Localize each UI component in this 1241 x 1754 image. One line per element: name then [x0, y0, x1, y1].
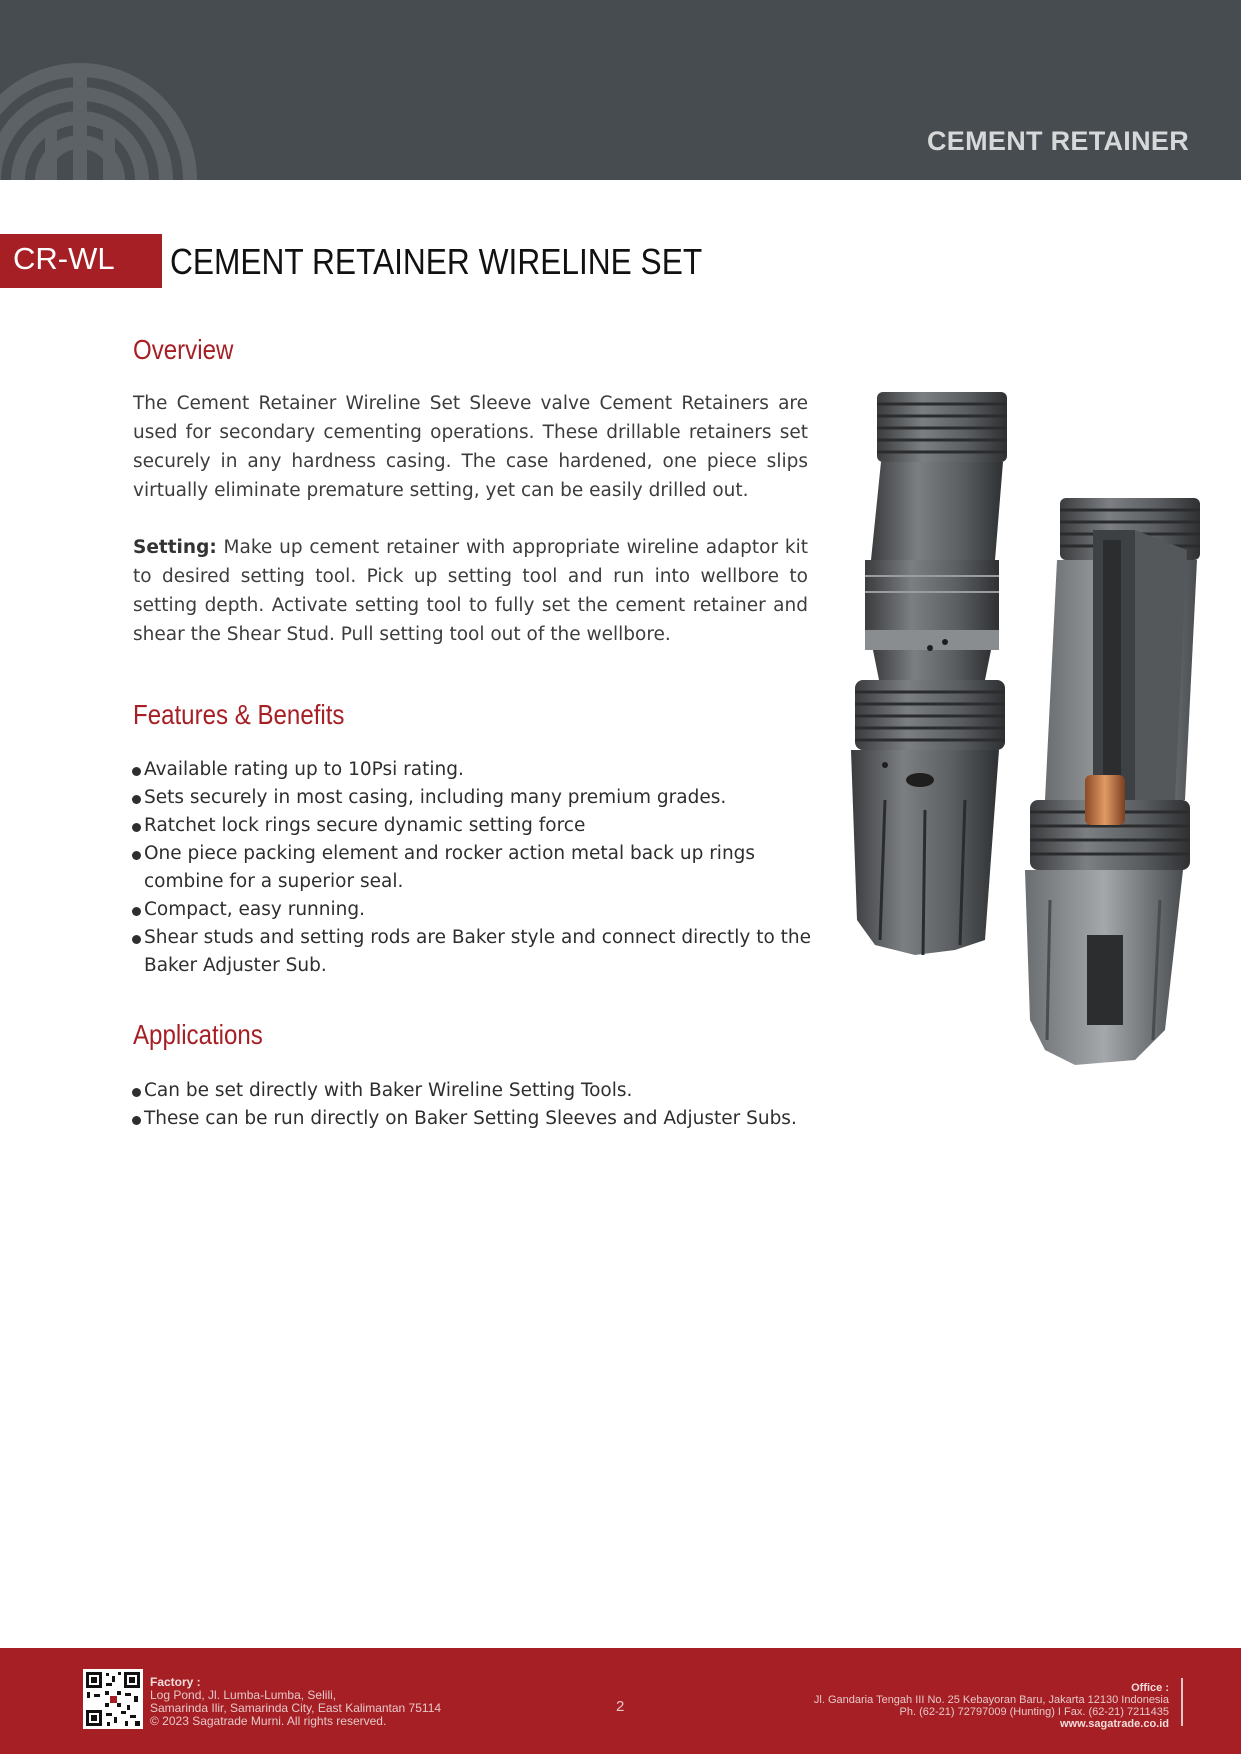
applications-list — [133, 1077, 813, 1133]
list-item: Compact, easy running. — [133, 896, 813, 924]
applications-heading: Applications — [133, 1019, 263, 1050]
list-item: One piece packing element and rocker action metal back up rings combine for a superior seal. — [133, 840, 813, 896]
company-logo-icon — [0, 10, 200, 180]
page-footer — [0, 1648, 1241, 1754]
product-title: CEMENT RETAINER WIRELINE SET — [170, 241, 703, 282]
list-item: Can be set directly with Baker Wireline Setting Tools. — [133, 1077, 813, 1105]
list-item: Sets securely in most casing, including many premium grades. — [133, 784, 813, 812]
factory-address — [150, 1676, 441, 1728]
setting-paragraph — [133, 533, 808, 649]
cement-retainer-product-image — [835, 380, 1220, 1070]
factory-label: Factory : — [150, 1675, 201, 1689]
list-item: These can be run directly on Baker Setting Sleeves and Adjuster Subs. — [133, 1105, 813, 1133]
overview-paragraph: The Cement Retainer Wireline Set Sleeve valve Cement Retainers are used for secondary cementing operations. These drillable retainers set securely in any hardness casing. The case hardened, one piece slips virtually eliminate premature setting, yet can be easily drilled out. — [133, 393, 808, 501]
page-header — [0, 0, 1241, 180]
list-item: Ratchet lock rings secure dynamic setting force — [133, 812, 813, 840]
office-label: Office : — [1131, 1682, 1169, 1694]
header-category-title: CEMENT RETAINER — [926, 126, 1189, 156]
list-item: Shear studs and setting rods are Baker style and connect directly to the Baker Adjuster Sub. — [133, 924, 813, 980]
features-heading: Features & Benefits — [133, 699, 345, 730]
factory-line: Log Pond, Jl. Lumba-Lumba, Selili, — [150, 1688, 337, 1702]
footer-divider — [1181, 1678, 1183, 1726]
features-list — [133, 756, 813, 980]
overview-heading: Overview — [133, 334, 234, 365]
retainer-cutaway-icon — [1025, 498, 1200, 1065]
copyright-text: © 2023 Sagatrade Murni. All rights reserved. — [150, 1714, 387, 1728]
website-link[interactable]: www.sagatrade.co.id — [1059, 1718, 1169, 1730]
product-code-badge: CR-WL — [0, 234, 162, 288]
setting-label: Setting: — [133, 537, 217, 558]
setting-text: Make up cement retainer with appropriate wireline adaptor kit to desired setting tool. Pick up setting tool and run into wellbore to setting depth. Activate setting tool to fully set the cement retainer and shear the Shear Stud. Pull setting tool out of the wellbore. — [133, 537, 808, 645]
retainer-exterior-icon — [851, 392, 1007, 955]
office-address — [814, 1682, 1169, 1730]
office-line: Jl. Gandaria Tengah III No. 25 Kebayoran Baru, Jakarta 12130 Indonesia — [813, 1694, 1169, 1706]
qr-code-icon — [83, 1669, 143, 1729]
office-line: Ph. (62-21) 72797009 (Hunting) I Fax. (62-21) 7211435 — [899, 1706, 1169, 1718]
factory-line: Samarinda Ilir, Samarinda City, East Kalimantan 75114 — [150, 1701, 442, 1715]
page-number: 2 — [616, 1698, 625, 1715]
list-item: Available rating up to 10Psi rating. — [133, 756, 813, 784]
